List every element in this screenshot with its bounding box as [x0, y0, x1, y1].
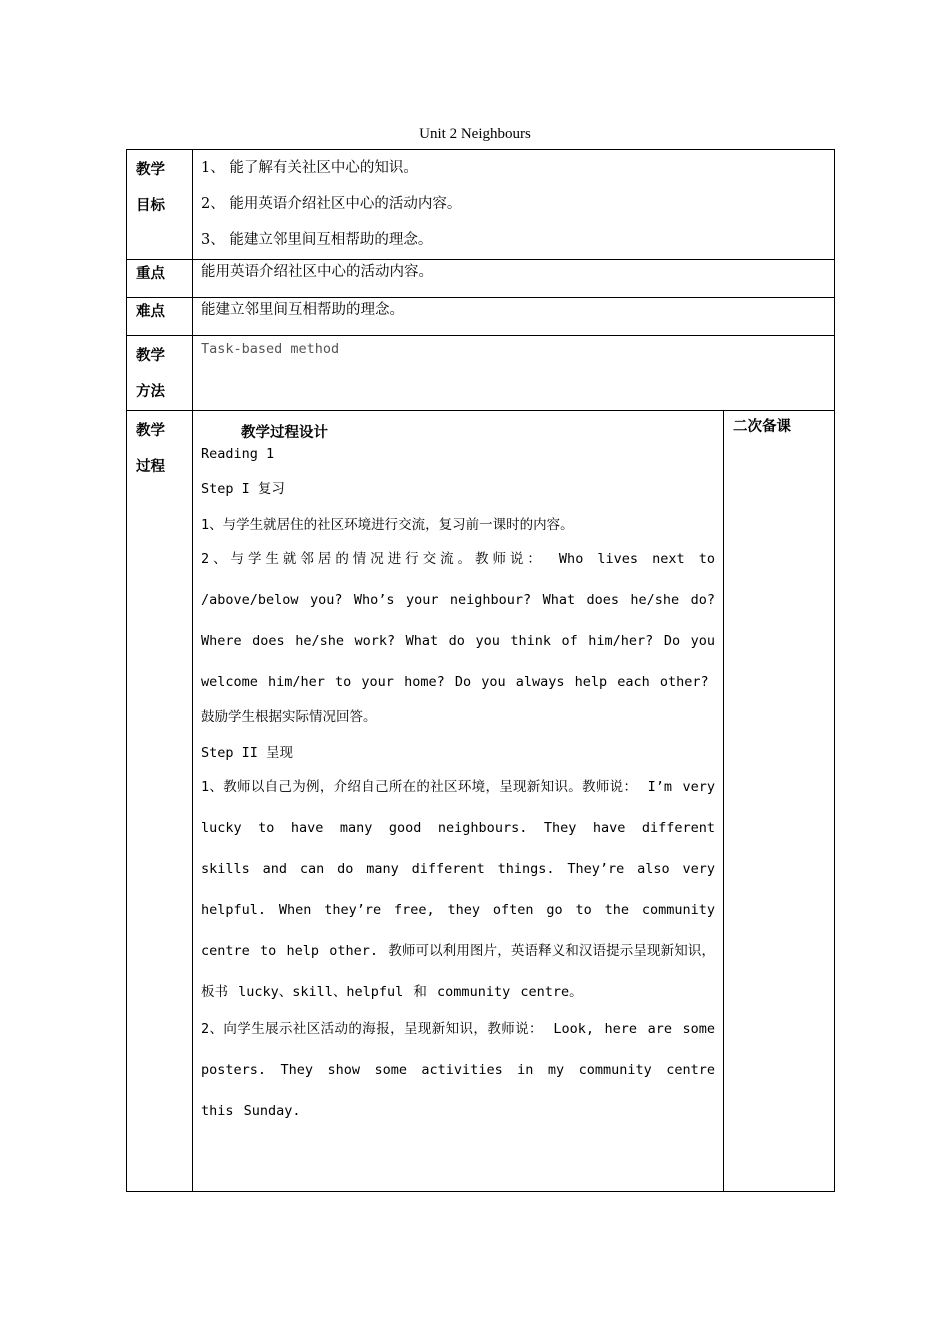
step1-paragraph: 2、与学生就邻居的情况进行交流。教师说： Who lives next to /above/below you? Who’s your neighbour? What does he/she do? Where does he/she work? What do you think of him/her? Do you welcome him/her to your home? Do you always help each other? [201, 551, 715, 690]
step1-title: Step I 复习 [201, 481, 285, 497]
step2-title: Step II 呈现 [201, 745, 294, 761]
lesson-plan-table [126, 149, 835, 1192]
step1-paragraph: 鼓励学生根据实际情况回答。 [201, 709, 377, 725]
step1-paragraph: 1、与学生就居住的社区环境进行交流，复习前一课时的内容。 [201, 517, 574, 533]
step2-paragraph: 1、教师以自己为例，介绍自己所在的社区环境，呈现新知识。教师说： I’m very lucky to have many good neighbours. They have different skills and can do many different things. They’re also very helpful. When they’re free, they often go to the community centre to help other. 教师可以利用图片，英语释义和汉语提示呈现新知识，板书 lucky、skill、helpful 和 community centre。 [201, 779, 715, 1000]
method-label: 教学 方法 [127, 336, 193, 411]
difficulties-content: 能建立邻里间互相帮助的理念。 [193, 298, 835, 336]
process-heading: 教学过程设计 [241, 425, 328, 441]
goal-item: 2、 能用英语介绍社区中心的活动内容。 [201, 196, 462, 212]
step2-paragraph: 2、向学生展示社区活动的海报，呈现新知识，教师说： Look, here are some posters. They show some activities in my community centre this Sunday. [201, 1021, 715, 1119]
process-row [127, 411, 835, 1192]
key-points-label: 重点 [127, 260, 193, 298]
document-title: Unit 2 Neighbours [419, 126, 531, 142]
goals-content [193, 150, 835, 260]
process-label: 教学 过程 [127, 411, 193, 1192]
notes-column [724, 411, 835, 1192]
difficulties-row [127, 298, 835, 336]
goal-item: 1、 能了解有关社区中心的知识。 [201, 160, 418, 176]
goals-label: 教学 目标 [127, 150, 193, 260]
process-content [193, 411, 724, 1192]
key-points-content: 能用英语介绍社区中心的活动内容。 [193, 260, 835, 298]
reading-title: Reading 1 [201, 446, 275, 462]
method-row [127, 336, 835, 411]
key-points-row [127, 260, 835, 298]
notes-label: 二次备课 [733, 419, 791, 435]
goal-item: 3、 能建立邻里间互相帮助的理念。 [201, 232, 433, 248]
method-content: Task-based method [193, 336, 835, 411]
goals-row [127, 150, 835, 260]
difficulties-label: 难点 [127, 298, 193, 336]
